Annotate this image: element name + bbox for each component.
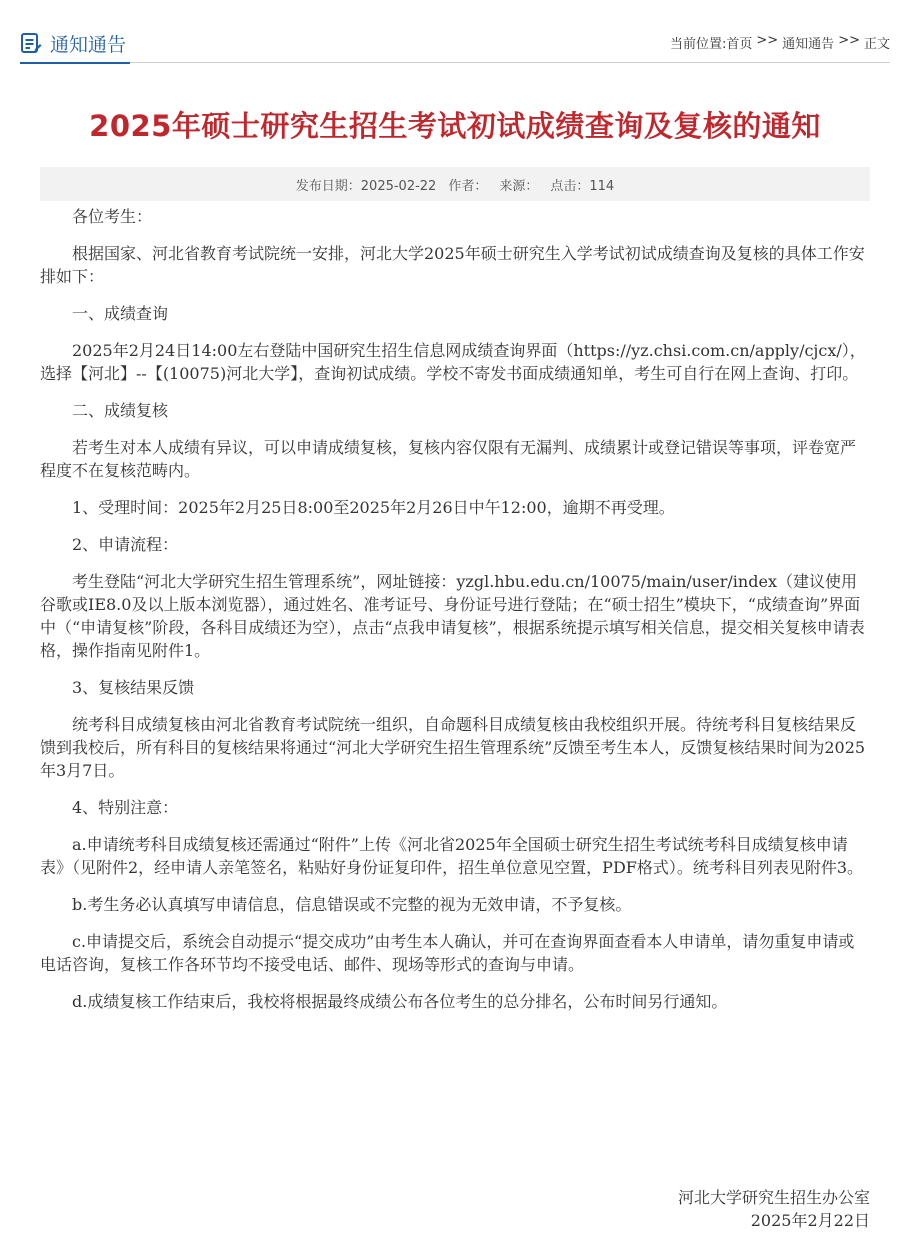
publish-date: 发布日期：2025-02-22 <box>295 178 437 194</box>
author: 作者： <box>448 178 488 194</box>
section-heading <box>20 24 130 64</box>
paragraph: d.成绩复核工作结束后，我校将根据最终成绩公布各位考生的总分排名，公布时间另行通知。 <box>72 992 728 1011</box>
breadcrumb <box>670 33 890 52</box>
breadcrumb-separator: >> <box>838 33 860 48</box>
article-title: 2025年硕士研究生招生考试初试成绩查询及复核的通知 <box>89 109 821 143</box>
page-header <box>20 0 890 63</box>
source: 来源： <box>499 178 539 194</box>
signature <box>678 1186 870 1232</box>
breadcrumb-home-link[interactable]: 首页 <box>726 37 753 52</box>
section-heading-review: 二、成绩复核 <box>72 401 169 420</box>
paragraph: 2、申请流程： <box>72 535 179 554</box>
paragraph: c.申请提交后，系统会自动提示“提交成功”由考生本人确认，并可在查询界面查看本人申请单，请勿重复申请或电话咨询，复核工作各环节均不接受电话、邮件、现场等形式的查询与申请。 <box>40 932 855 974</box>
paragraph: 4、特别注意： <box>72 798 179 817</box>
breadcrumb-current: 正文 <box>863 37 890 52</box>
paragraph: 根据国家、河北省教育考试院统一安排，河北大学2025年硕士研究生入学考试初试成绩查询及复核的具体工作安排如下： <box>40 244 865 286</box>
paragraph: 统考科目成绩复核由河北省教育考试院统一组织，自命题科目成绩复核由我校组织开展。待统考科目复核结果反馈到我校后，所有科目的复核结果将通过“河北大学研究生招生管理系统”反馈至考生本人，反馈复核结果时间为2025年3月7日。 <box>40 715 866 780</box>
article-body <box>40 201 870 1027</box>
paragraph: 2025年2月24日14:00左右登陆中国研究生招生信息网成绩查询界面（https://yz.chsi.com.cn/apply/cjcx/），选择【河北】--【(10075)河北大学】，查询初试成绩。学校不寄发书面成绩通知单，考生可自行在网上查询、打印。 <box>40 341 866 383</box>
paragraph: a.申请统考科目成绩复核还需通过“附件”上传《河北省2025年全国硕士研究生招生考试统考科目成绩复核申请表》（见附件2，经申请人亲笔签名，粘贴好身份证复印件，招生单位意见空置，PDF格式）。统考科目列表见附件3。 <box>40 835 864 877</box>
paragraph: 1、受理时间：2025年2月25日8:00至2025年2月26日中午12:00，逾期不再受理。 <box>72 498 675 517</box>
paragraph: b.考生务必认真填写申请信息，信息错误或不完整的视为无效申请，不予复核。 <box>72 895 632 914</box>
breadcrumb-prefix: 当前位置: <box>669 37 727 52</box>
paragraph: 3、复核结果反馈 <box>72 678 195 697</box>
paragraph: 若考生对本人成绩有异议，可以申请成绩复核，复核内容仅限有无漏判、成绩累计或登记错误等事项，评卷宽严程度不在复核范畴内。 <box>40 438 857 480</box>
section-label: 通知通告 <box>50 33 127 56</box>
signature-date: 2025年2月22日 <box>750 1211 870 1230</box>
click-count: 点击：114 <box>550 178 615 194</box>
breadcrumb-separator: >> <box>756 33 779 48</box>
paragraph: 各位考生： <box>72 207 153 226</box>
breadcrumb-category-link[interactable]: 通知通告 <box>782 37 835 52</box>
section-heading-query: 一、成绩查询 <box>72 304 169 323</box>
document-icon <box>20 32 42 54</box>
paragraph: 考生登陆“河北大学研究生招生管理系统”，网址链接：yzgl.hbu.edu.cn/10075/main/user/index（建议使用谷歌或IE8.0及以上版本浏览器），通过姓名、准考证号、身份证号进行登陆；在“硕士招生”模块下，“成绩查询”界面中（“申请复核”阶段，各科目成绩还为空），点击“点我申请复核”，根据系统提示填写相关信息，提交相关复核申请表格，操作指南见附件1。 <box>40 572 865 660</box>
article-meta <box>40 167 870 201</box>
signature-org: 河北大学研究生招生办公室 <box>677 1188 870 1207</box>
